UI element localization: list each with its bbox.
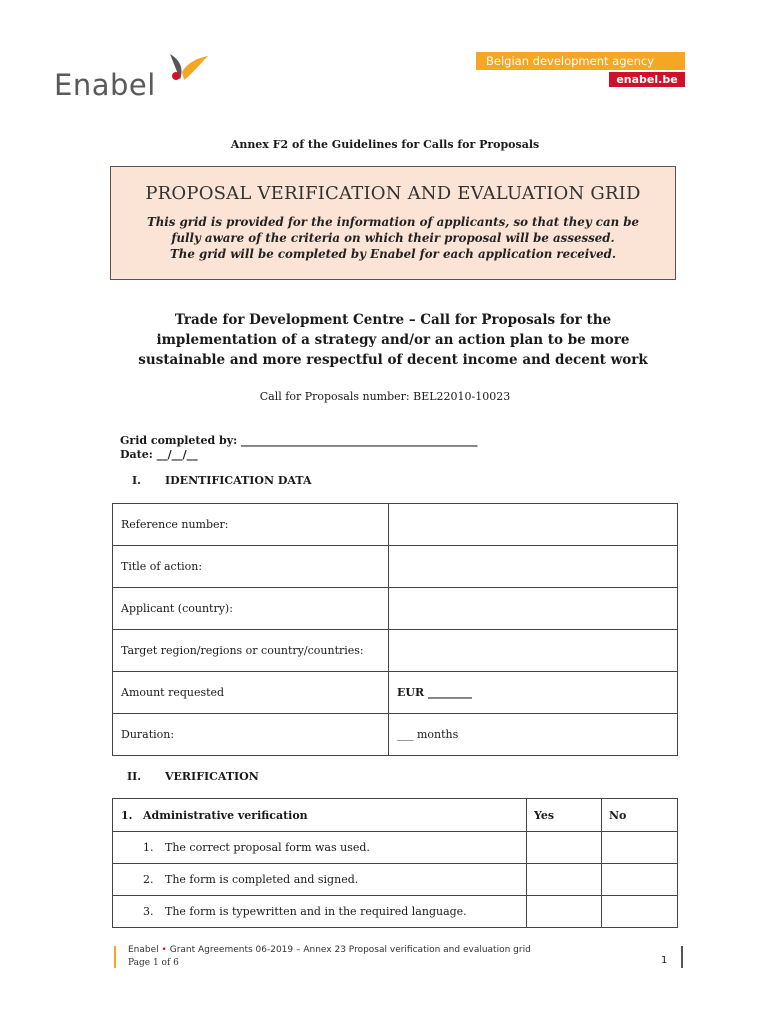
section-title: IDENTIFICATION DATA [165, 474, 312, 487]
table-row [113, 896, 678, 928]
verification-item [113, 864, 527, 896]
table-row [113, 864, 678, 896]
footer [128, 944, 531, 970]
row-value[interactable] [389, 546, 678, 588]
date-line: Date: __/__/__ [120, 448, 198, 461]
identification-table [112, 503, 678, 756]
no-column-header: No [602, 799, 678, 832]
row-value[interactable] [389, 504, 678, 546]
table-row [113, 672, 678, 714]
header-title: Administrative verification [143, 808, 308, 822]
row-label: Applicant (country): [113, 588, 389, 630]
verification-header [113, 799, 527, 832]
grid-completed-block [120, 434, 478, 462]
call-title-line: implementation of a strategy and/or an action plan to be more [156, 332, 630, 348]
grid-intro [111, 214, 675, 262]
call-title [100, 310, 686, 370]
yes-column-header: Yes [527, 799, 602, 832]
row-value[interactable] [389, 588, 678, 630]
footer-accent-bar [114, 946, 116, 968]
row-value[interactable]: ___ months [389, 714, 678, 756]
row-label: Target region/regions or country/countries: [113, 630, 389, 672]
item-text: The form is completed and signed. [165, 873, 359, 886]
table-row [113, 832, 678, 864]
header-number: 1. [121, 808, 133, 822]
agency-url: enabel.be [609, 72, 685, 87]
enabel-logo [52, 50, 212, 106]
grid-intro-line: fully aware of the criteria on which their proposal will be assessed. [171, 231, 615, 245]
grid-intro-line: The grid will be completed by Enabel for each application received. [170, 247, 616, 261]
no-cell[interactable] [602, 896, 678, 928]
call-number: Call for Proposals number: BEL22010-10023 [259, 390, 511, 403]
section-identification-heading [132, 474, 312, 487]
grid-title-box [110, 166, 676, 280]
verification-item [113, 896, 527, 928]
item-text: The correct proposal form was used. [165, 841, 370, 854]
item-number: 3. [143, 905, 154, 918]
agency-label: Belgian development agency [476, 52, 685, 70]
row-label: Reference number: [113, 504, 389, 546]
row-value[interactable]: EUR ________ [389, 672, 678, 714]
bullet-icon: • [161, 945, 167, 955]
section-verification-heading [127, 770, 259, 783]
footer-right-bar [681, 946, 683, 968]
grid-completed-by: Grid completed by: ___________________________________________ [120, 434, 478, 447]
logo-text: Enabel [54, 68, 156, 102]
table-row [113, 504, 678, 546]
section-number: II. [127, 770, 142, 783]
verification-table [112, 798, 678, 928]
no-cell[interactable] [602, 864, 678, 896]
no-cell[interactable] [602, 832, 678, 864]
table-row [113, 630, 678, 672]
annex-title: Annex F2 of the Guidelines for Calls for Proposals [230, 138, 540, 151]
table-row [113, 546, 678, 588]
footer-page-line: Page 1 of 6 [128, 958, 179, 968]
yes-cell[interactable] [527, 864, 602, 896]
page-number: 1 [661, 955, 668, 966]
section-title: VERIFICATION [165, 770, 259, 783]
footer-doc: Grant Agreements 06-2019 – Annex 23 Proposal verification and evaluation grid [169, 945, 531, 955]
row-label: Title of action: [113, 546, 389, 588]
table-header-row [113, 799, 678, 832]
yes-cell[interactable] [527, 832, 602, 864]
row-label: Amount requested [113, 672, 389, 714]
yes-cell[interactable] [527, 896, 602, 928]
table-row [113, 714, 678, 756]
item-number: 2. [143, 873, 154, 886]
item-number: 1. [143, 841, 154, 854]
bird-icon [166, 50, 210, 90]
grid-intro-line: This grid is provided for the information of applicants, so that they can be [146, 215, 640, 229]
grid-title: PROPOSAL VERIFICATION AND EVALUATION GRID [145, 183, 641, 204]
table-row [113, 588, 678, 630]
item-text: The form is typewritten and in the required language. [165, 905, 467, 918]
footer-org: Enabel [128, 945, 159, 955]
call-title-line: Trade for Development Centre – Call for Proposals for the [174, 312, 612, 328]
row-label: Duration: [113, 714, 389, 756]
verification-item [113, 832, 527, 864]
section-number: I. [132, 474, 141, 487]
row-value[interactable] [389, 630, 678, 672]
call-title-line: sustainable and more respectful of decent income and decent work [138, 352, 648, 368]
